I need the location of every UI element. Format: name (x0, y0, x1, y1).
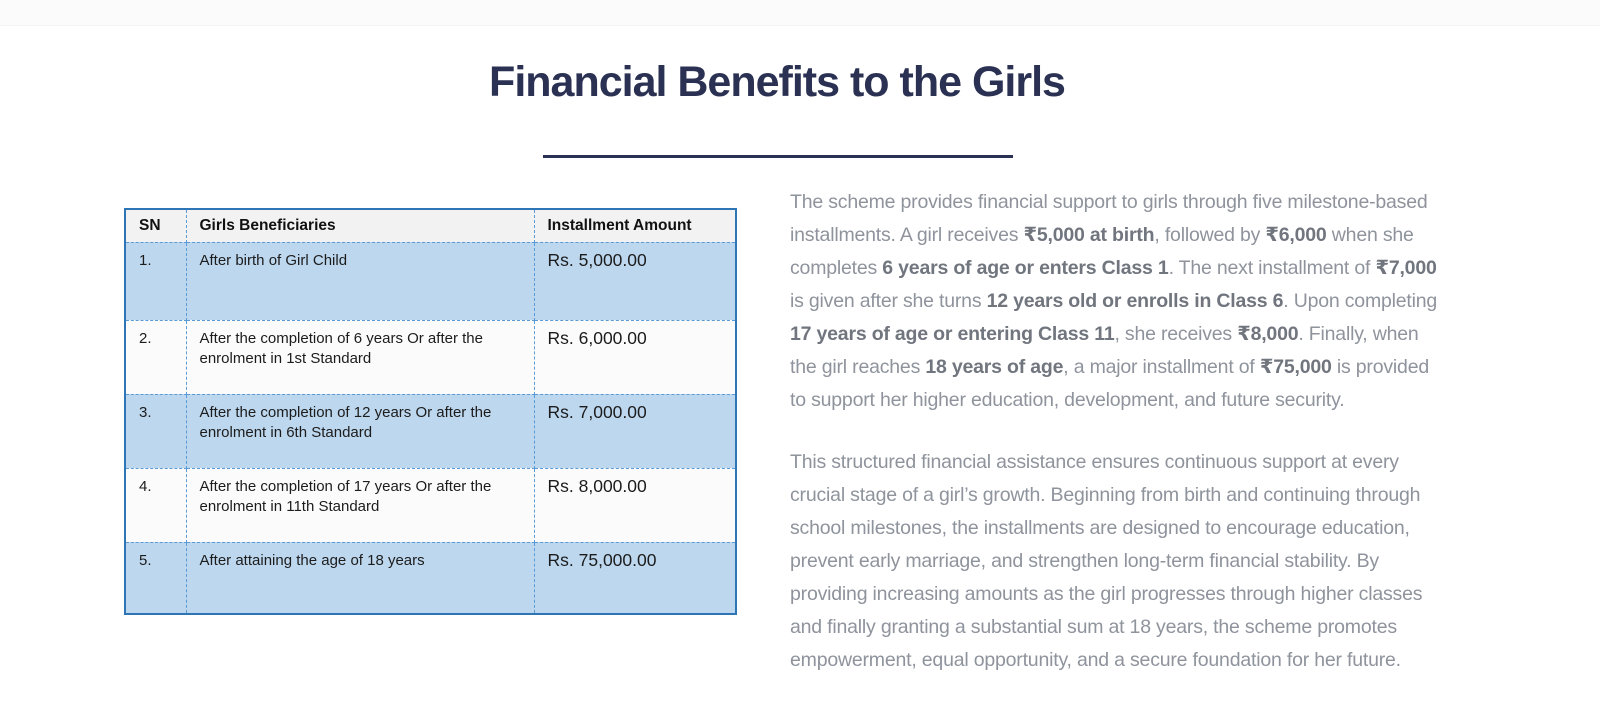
body-text: . Upon completing (1283, 290, 1438, 312)
cell-amount: Rs. 7,000.00 (534, 394, 736, 468)
highlighted-text: ₹6,000 (1265, 224, 1327, 246)
table-row (125, 468, 736, 542)
highlighted-text: 18 years of age (925, 356, 1064, 378)
cell-beneficiary: After the completion of 17 years Or after the enrolment in 11th Standard (186, 468, 534, 542)
table-row (125, 394, 736, 468)
body-text: , she receives (1114, 323, 1238, 345)
highlighted-text: 17 years of age or entering Class 11 (790, 323, 1115, 345)
highlighted-text: ₹5,000 at birth (1023, 224, 1155, 246)
body-text: The scheme provides financial support to girls through five milestone-based installments. A girl receives (790, 191, 1428, 246)
highlighted-text: ₹7,000 (1375, 257, 1437, 279)
cell-beneficiary: After the completion of 6 years Or after the enrolment in 1st Standard (186, 320, 534, 394)
body-text: . Finally, when the girl reaches (790, 323, 1419, 378)
body-text: is provided to support her higher education, development, and future security. (790, 356, 1429, 411)
column-header-sn: SN (125, 209, 186, 242)
highlighted-text: ₹75,000 (1259, 356, 1332, 378)
cell-sn: 3. (125, 394, 186, 468)
column-header-amount: Installment Amount (534, 209, 736, 242)
top-band (0, 0, 1600, 26)
benefits-table-wrap (124, 208, 737, 615)
body-text: , a major installment of (1063, 356, 1260, 378)
cell-sn: 1. (125, 242, 186, 320)
highlighted-text: ₹8,000 (1237, 323, 1299, 345)
cell-amount: Rs. 6,000.00 (534, 320, 736, 394)
description-paragraph-2 (790, 446, 1450, 677)
cell-amount: Rs. 5,000.00 (534, 242, 736, 320)
cell-sn: 2. (125, 320, 186, 394)
page-title: Financial Benefits to the Girls (489, 58, 1065, 106)
table-row (125, 242, 736, 320)
benefits-table (124, 208, 737, 615)
cell-sn: 4. (125, 468, 186, 542)
table-row (125, 542, 736, 614)
cell-beneficiary: After birth of Girl Child (186, 242, 534, 320)
cell-beneficiary: After attaining the age of 18 years (186, 542, 534, 614)
table-header-row (125, 209, 736, 242)
description-paragraph-1 (790, 186, 1450, 417)
body-text: , followed by (1154, 224, 1266, 246)
cell-sn: 5. (125, 542, 186, 614)
body-text: . The next installment of (1168, 257, 1376, 279)
body-text: This structured financial assistance ensures continuous support at every crucial stage of a girl’s growth. Beginning from birth and continuing through school milestones, the installments are designed to encourage education, prevent early marriage, and strengthen long-term financial stability. By providing increasing amounts as the girl progresses through higher classes and finally granting a substantial sum at 18 years, the scheme promotes empowerment, equal opportunity, and a secure foundation for her future. (790, 451, 1423, 671)
column-header-beneficiaries: Girls Beneficiaries (186, 209, 534, 242)
body-text: when she completes (790, 224, 1414, 279)
title-divider (543, 155, 1013, 158)
scheme-description (790, 186, 1450, 706)
cell-amount: Rs. 75,000.00 (534, 542, 736, 614)
cell-beneficiary: After the completion of 12 years Or after the enrolment in 6th Standard (186, 394, 534, 468)
cell-amount: Rs. 8,000.00 (534, 468, 736, 542)
highlighted-text: 12 years old or enrolls in Class 6 (986, 290, 1284, 312)
body-text: is given after she turns (790, 290, 987, 312)
highlighted-text: 6 years of age or enters Class 1 (882, 257, 1169, 279)
table-row (125, 320, 736, 394)
